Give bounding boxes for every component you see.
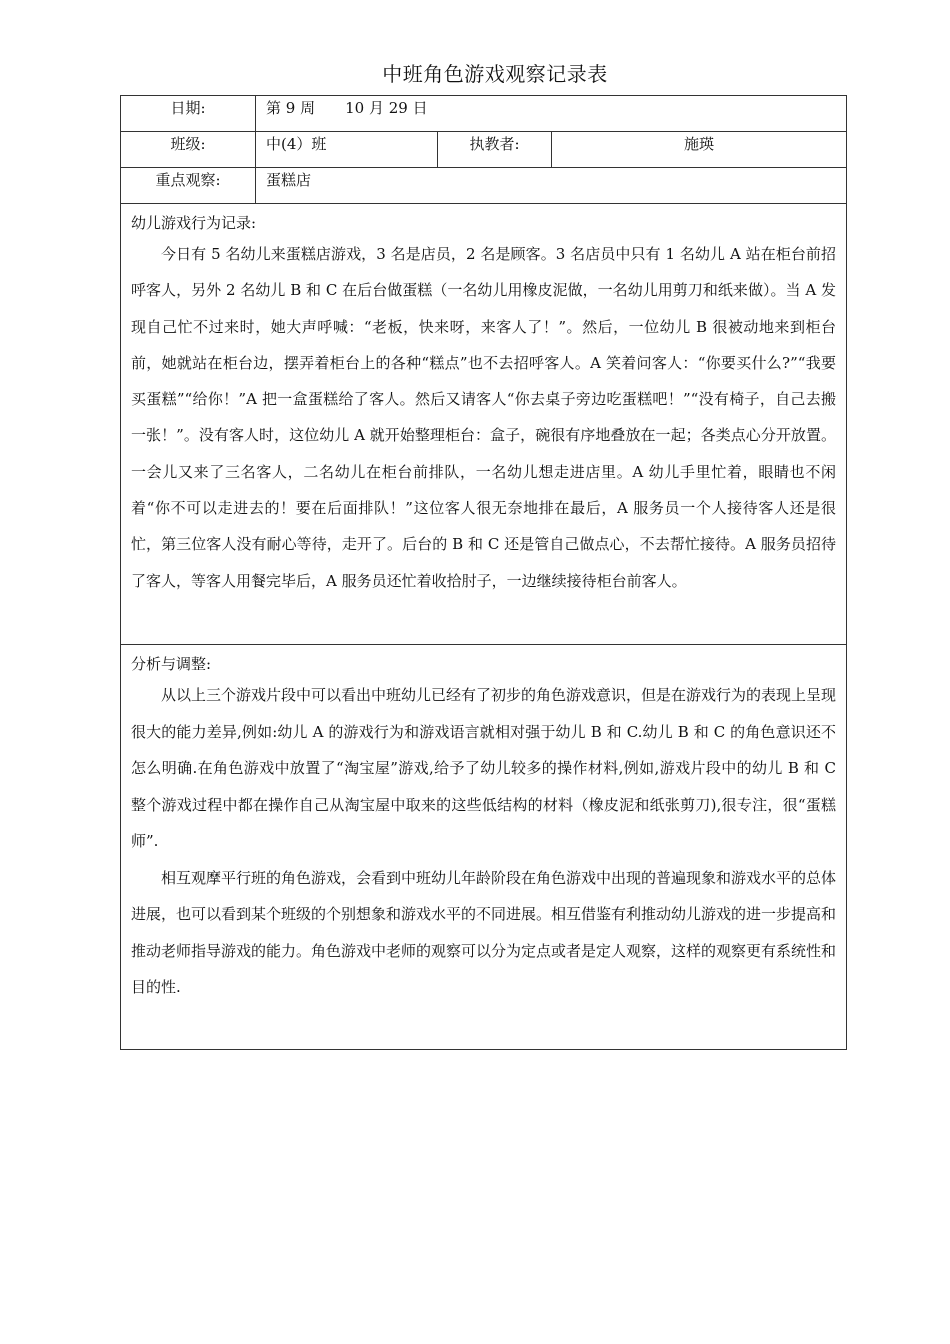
page-title: 中班角色游戏观察记录表	[382, 62, 608, 86]
date-value	[256, 96, 847, 132]
focus-label: 重点观察:	[121, 168, 256, 204]
analysis-heading: 分析与调整:	[131, 655, 212, 673]
analysis-paragraph-1: 从以上三个游戏片段中可以看出中班幼儿已经有了初步的角色游戏意识，但是在游戏行为的表现上呈现很大的能力差异,例如:幼儿 A 的游戏行为和游戏语言就相对强于幼儿 B 和 C.幼儿 B 和 C 的角色意识还不怎么明确.在角色游戏中放置了“淘宝屋”游戏,给予了幼儿较多的操作材料,例如,游戏片段中的幼儿 B 和 C 整个游戏过程中都在操作自己从淘宝屋中取来的这些低结构的材料（橡皮泥和纸张剪刀),很专注，很“蛋糕师”.	[131, 686, 837, 850]
date-row	[121, 96, 847, 132]
analysis-row	[121, 645, 847, 1050]
teacher-label: 执教者:	[438, 132, 552, 168]
week-value: 第 9 周	[266, 99, 316, 117]
record-cell	[121, 204, 847, 645]
analysis-cell	[121, 645, 847, 1050]
record-heading: 幼儿游戏行为记录:	[131, 214, 257, 232]
focus-row	[121, 168, 847, 204]
class-row	[121, 132, 847, 168]
class-value: 中(4）班	[256, 132, 438, 168]
teacher-value: 施瑛	[552, 132, 847, 168]
record-row	[121, 204, 847, 645]
observation-table	[120, 95, 847, 1050]
record-text: 今日有 5 名幼儿来蛋糕店游戏，3 名是店员，2 名是顾客。3 名店员中只有 1 名幼儿 A 站在柜台前招呼客人，另外 2 名幼儿 B 和 C 在后台做蛋糕（一名幼儿用橡皮泥做，一名幼儿用剪刀和纸来做）。当 A 发现自己忙不过来时，她大声呼喊：“老板，快来呀，来客人了！”。然后，一位幼儿 B 很被动地来到柜台前，她就站在柜台边，摆弄着柜台上的各种“糕点”也不去招呼客人。A 笑着问客人：“你要买什么?”“我要买蛋糕”“给你！”A 把一盒蛋糕给了客人。然后又请客人“你去桌子旁边吃蛋糕吧！”“没有椅子，自己去搬一张！”。没有客人时，这位幼儿 A 就开始整理柜台：盒子，碗很有序地叠放在一起；各类点心分开放置。一会儿又来了三名客人，二名幼儿在柜台前排队，一名幼儿想走进店里。A 幼儿手里忙着，眼睛也不闲着“你不可以走进去的！要在后面排队！”这位客人很无奈地排在最后，A 服务员一个人接待客人还是很忙，第三位客人没有耐心等待，走开了。后台的 B 和 C 还是管自己做点心，不去帮忙接待。A 服务员招待了客人，等客人用餐完毕后，A 服务员还忙着收拾肘子，一边继续接待柜台前客人。	[131, 245, 837, 590]
analysis-paragraph-2: 相互观摩平行班的角色游戏，会看到中班幼儿年龄阶段在角色游戏中出现的普遍现象和游戏水平的总体进展，也可以看到某个班级的个别想象和游戏水平的不同进展。相互借鉴有利推动幼儿游戏的进一步提高和推动老师指导游戏的能力。角色游戏中老师的观察可以分为定点或者是定人观察，这样的观察更有系统性和目的性.	[131, 868, 837, 996]
date-label: 日期:	[121, 96, 256, 132]
class-label: 班级:	[121, 132, 256, 168]
focus-value: 蛋糕店	[256, 168, 847, 204]
day-value: 10 月 29 日	[345, 99, 428, 117]
